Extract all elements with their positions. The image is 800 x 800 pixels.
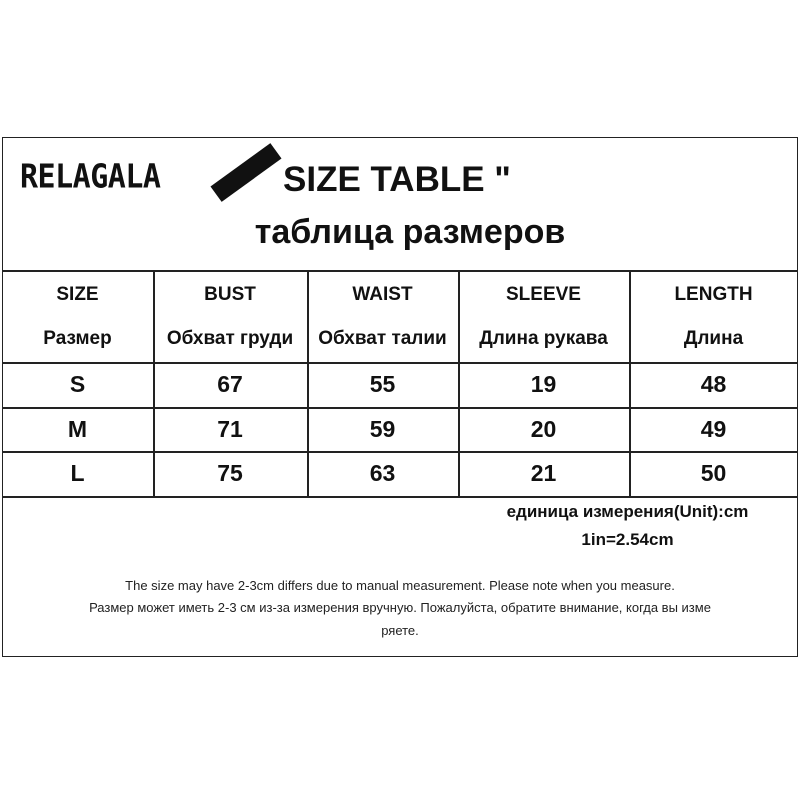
table-cell: 20 — [530, 415, 557, 442]
table-cell: 75 — [217, 460, 243, 486]
table-cell: 50 — [700, 460, 727, 486]
header-bust-ru: Обхват груди — [166, 328, 294, 349]
note-english: The size may have 2-3cm differs due to manual measurement. Please note when you measure. — [125, 578, 675, 593]
table-cell: 21 — [530, 460, 557, 486]
header-waist-ru: Обхват талии — [318, 328, 447, 349]
table-cell: L — [70, 460, 85, 486]
note-russian-continued: ряете. — [381, 623, 419, 638]
header-size-ru: Размер — [43, 328, 112, 349]
conversion-label: 1in=2.54cm — [581, 530, 674, 549]
table-cell: 63 — [369, 460, 396, 486]
header-sleeve-ru: Длина рукава — [479, 328, 608, 349]
brand-logo: RELAGALA — [20, 158, 161, 197]
header-bust: BUST — [204, 284, 256, 305]
table-cell: 19 — [530, 371, 557, 397]
table-cell: 48 — [700, 371, 727, 397]
table-cell: M — [67, 415, 88, 442]
header-length: LENGTH — [674, 284, 753, 305]
table-cell: 71 — [217, 415, 243, 442]
header-sleeve: SLEEVE — [506, 284, 581, 305]
header-waist: WAIST — [352, 284, 413, 305]
note-russian: Размер может иметь 2-3 см из-за измерения вручную. Пожалуйста, обратите внимание, когда вы изме — [89, 600, 711, 615]
table-cell: 59 — [369, 415, 396, 442]
title-english: SIZE TABLE " — [283, 160, 511, 199]
header-size: SIZE — [56, 284, 99, 305]
title-russian: таблица размеров — [254, 213, 566, 251]
table-cell: S — [69, 371, 86, 397]
table-cell: 49 — [700, 415, 727, 442]
header-length-ru: Длина — [683, 328, 744, 349]
table-cell: 55 — [369, 371, 396, 397]
unit-label: единица измерения(Unit):cm — [506, 502, 749, 521]
table-cell: 67 — [217, 371, 243, 397]
